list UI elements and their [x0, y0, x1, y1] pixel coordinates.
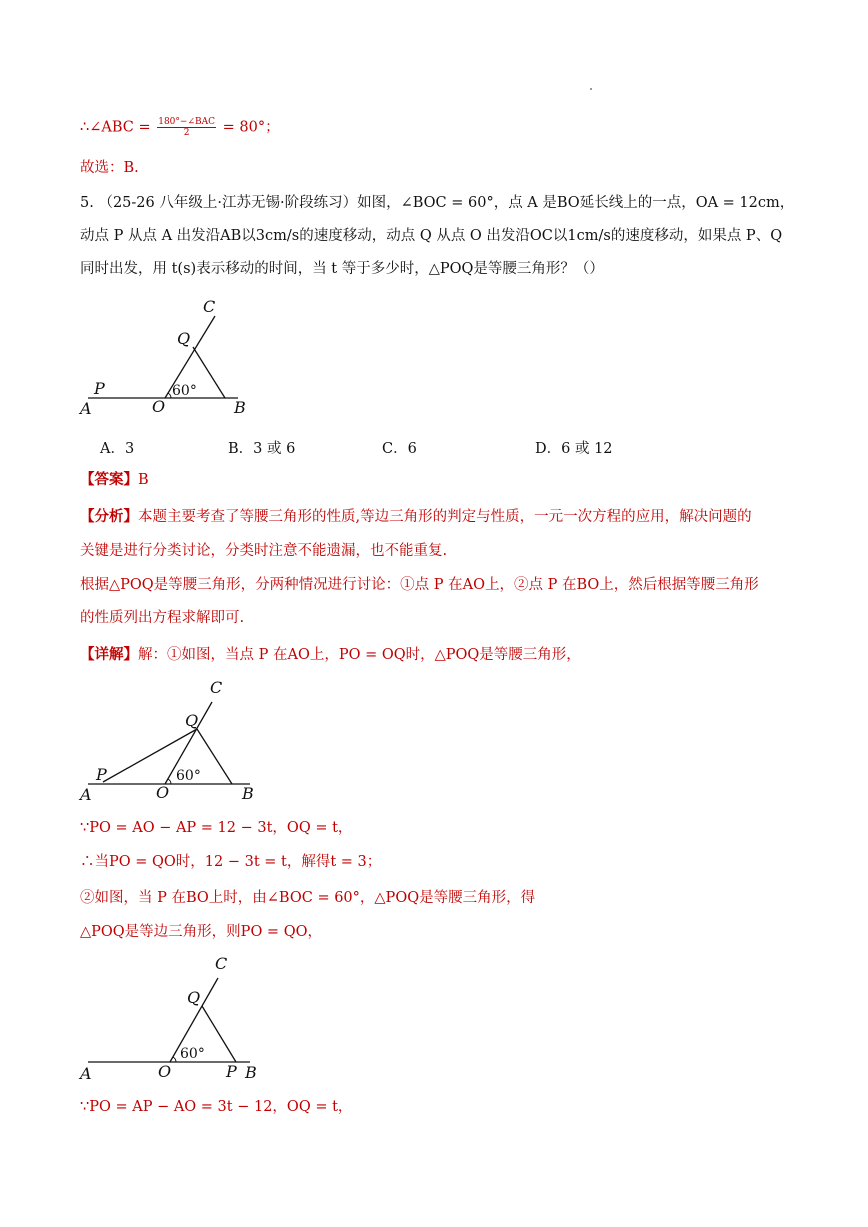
fig2-label-c: C — [210, 678, 223, 697]
detail-line-2: ∵PO = AO − AP = 12 − 3t，OQ = t， — [80, 820, 353, 836]
fig2-label-angle: 60° — [176, 768, 201, 784]
fig2-label-p: P — [96, 765, 107, 784]
fig2-label-a: A — [80, 785, 92, 804]
fig1-label-p: P — [94, 379, 105, 398]
fig2-label-o: O — [156, 783, 170, 802]
fig2-label-b: B — [242, 784, 254, 803]
analysis-line-3: 根据△POQ是等腰三角形，分两种情况进行讨论：①点 P 在AO上，②点 P 在BO上，然后根据等腰三角形 — [80, 577, 759, 593]
detail-line-3: ∴当PO = QO时，12 − 3t = t，解得t = 3； — [80, 854, 382, 870]
question-line-3: 同时出发，用 t(s)表示移动的时间，当 t 等于多少时，△POQ是等腰三角形？（） — [80, 261, 604, 277]
analysis-line-4: 的性质列出方程求解即可. — [80, 610, 245, 626]
fig2-label-q: Q — [185, 711, 199, 730]
choose-line: 故选：B. — [80, 160, 139, 176]
option-c: C．6 — [382, 441, 417, 457]
fig3-label-a: A — [80, 1064, 92, 1083]
detail-tag: 【详解】 — [80, 646, 138, 663]
option-b: B．3 或 6 — [228, 441, 296, 457]
fig3-label-p: P — [226, 1062, 237, 1081]
fig3-label-o: O — [158, 1062, 172, 1081]
detail-line-4: ②如图，当 P 在BO上时，由∠BOC = 60°，△POQ是等腰三角形，得 — [80, 890, 536, 906]
answer-value: B — [138, 472, 149, 488]
detail-line-5: △POQ是等边三角形，则PO = QO， — [80, 924, 322, 940]
question-line-2: 动点 P 从点 A 出发沿AB以3cm/s的速度移动，动点 Q 从点 O 出发沿OC以1cm/s的速度移动，如果点 P、Q — [80, 228, 783, 244]
fig1-label-b: B — [234, 398, 246, 417]
abc-suffix: = 80°； — [222, 119, 280, 136]
fig1-label-a: A — [80, 399, 92, 418]
analysis-line-2: 关键是进行分类讨论，分类时注意不能遗漏，也不能重复. — [80, 543, 448, 559]
fig3-label-q: Q — [187, 988, 201, 1007]
fig1-label-o: O — [152, 397, 166, 416]
fig3-label-angle: 60° — [180, 1046, 205, 1062]
fig1-label-angle: 60° — [172, 383, 197, 399]
detail-text-1: 解：①如图，当点 P 在AO上，PO = OQ时，△POQ是等腰三角形， — [138, 647, 581, 663]
abc-prefix: ∴∠ABC = — [80, 119, 151, 136]
fig3-label-c: C — [215, 954, 228, 973]
answer-tag: 【答案】 — [80, 471, 138, 488]
question-line-1: 5. （25-26 八年级上·江苏无锡·阶段练习）如图，∠BOC = 60°，点 A 是BO延长线上的一点，OA = 12cm， — [80, 195, 795, 211]
fig1-label-c: C — [203, 297, 216, 316]
fig1-label-q: Q — [177, 329, 191, 348]
fraction-numerator: 180°−∠BAC — [158, 117, 215, 127]
analysis-text-1: 本题主要考查了等腰三角形的性质,等边三角形的判定与性质，一元一次方程的应用，解决问题的 — [138, 509, 752, 525]
fig3-label-b: B — [245, 1063, 257, 1082]
detail-line-6: ∵PO = AP − AO = 3t − 12，OQ = t， — [80, 1099, 353, 1115]
option-d: D．6 或 12 — [535, 441, 613, 457]
analysis-tag: 【分析】 — [80, 508, 138, 525]
fraction-denominator: 2 — [183, 128, 190, 138]
option-a: A．3 — [100, 441, 135, 457]
